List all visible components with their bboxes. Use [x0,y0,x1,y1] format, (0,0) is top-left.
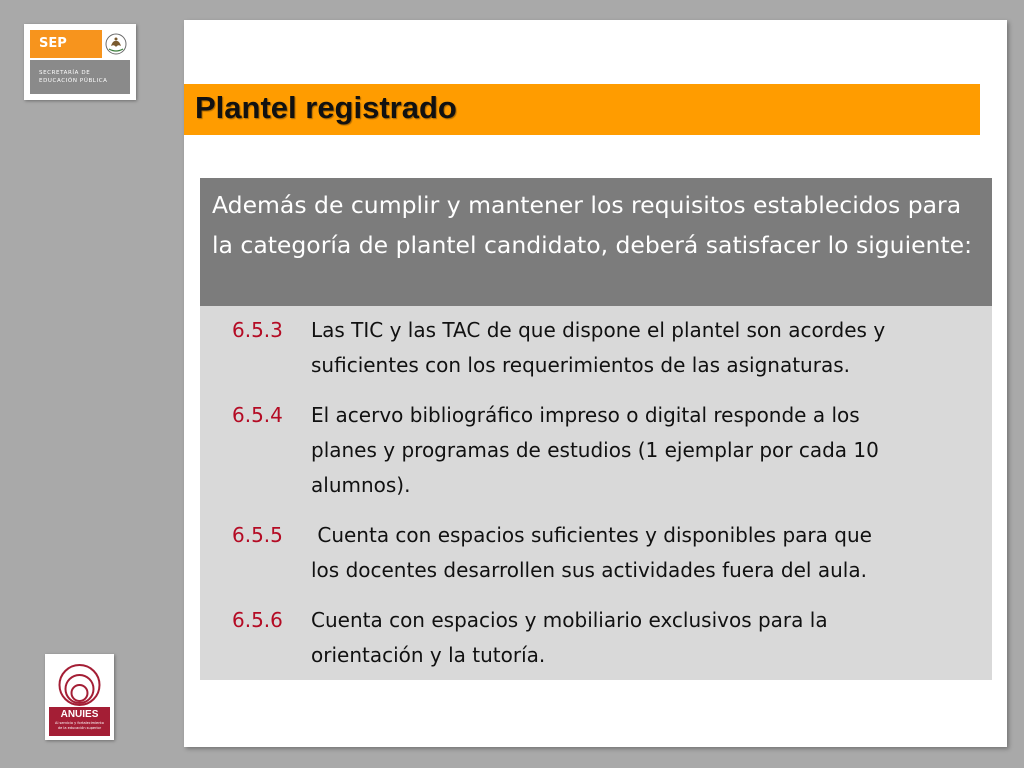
item-text-line1: Cuenta con espacios suficientes y disponibles para que [311,523,872,547]
anuies-emblem-icon [49,658,110,708]
slide-title: Plantel registrado [195,90,457,125]
item-text-line1: Las TIC y las TAC de que dispone el plantel son acordes y [311,318,886,342]
item-number: 6.5.6 [232,608,283,632]
slide-panel [184,20,1007,747]
mexican-eagle-icon [102,30,130,58]
item-number: 6.5.3 [232,318,283,342]
sep-caption-line1: SECRETARÍA DE [39,70,91,76]
sep-logo [24,24,136,100]
intro-box [200,178,992,306]
list-item [232,603,967,673]
sep-abbr: SEP [30,30,102,58]
list-item [232,518,967,588]
item-text-line2: orientación y la tutoría. [311,643,546,667]
intro-text: Además de cumplir y mantener los requisitos establecidos para la categoría de plantel candidato, deberá satisfacer lo siguiente: [212,191,973,259]
item-text-line1: El acervo bibliográfico impreso o digital responde a los [311,403,860,427]
item-text-line3: alumnos). [311,473,411,497]
item-number: 6.5.5 [232,523,283,547]
anuies-logo [45,654,114,740]
item-text-line1: Cuenta con espacios y mobiliario exclusivos para la [311,608,828,632]
anuies-name: ANUIES [60,709,99,720]
item-text-line2: planes y programas de estudios (1 ejemplar por cada 10 [311,438,879,462]
requirements-list [200,306,992,680]
item-text-line2: suficientes con los requerimientos de las asignaturas. [311,353,850,377]
anuies-tagline-1: Al servicio y fortalecimiento [55,721,104,725]
item-text-line2: los docentes desarrollen sus actividades fuera del aula. [311,558,867,582]
list-item [232,313,967,383]
list-item [232,398,967,503]
sep-caption [30,60,130,94]
item-number: 6.5.4 [232,403,283,427]
anuies-tagline-2: de la educación superior [57,725,102,730]
sep-caption-line2: EDUCACIÓN PÚBLICA [39,78,108,84]
title-bar [184,84,980,135]
